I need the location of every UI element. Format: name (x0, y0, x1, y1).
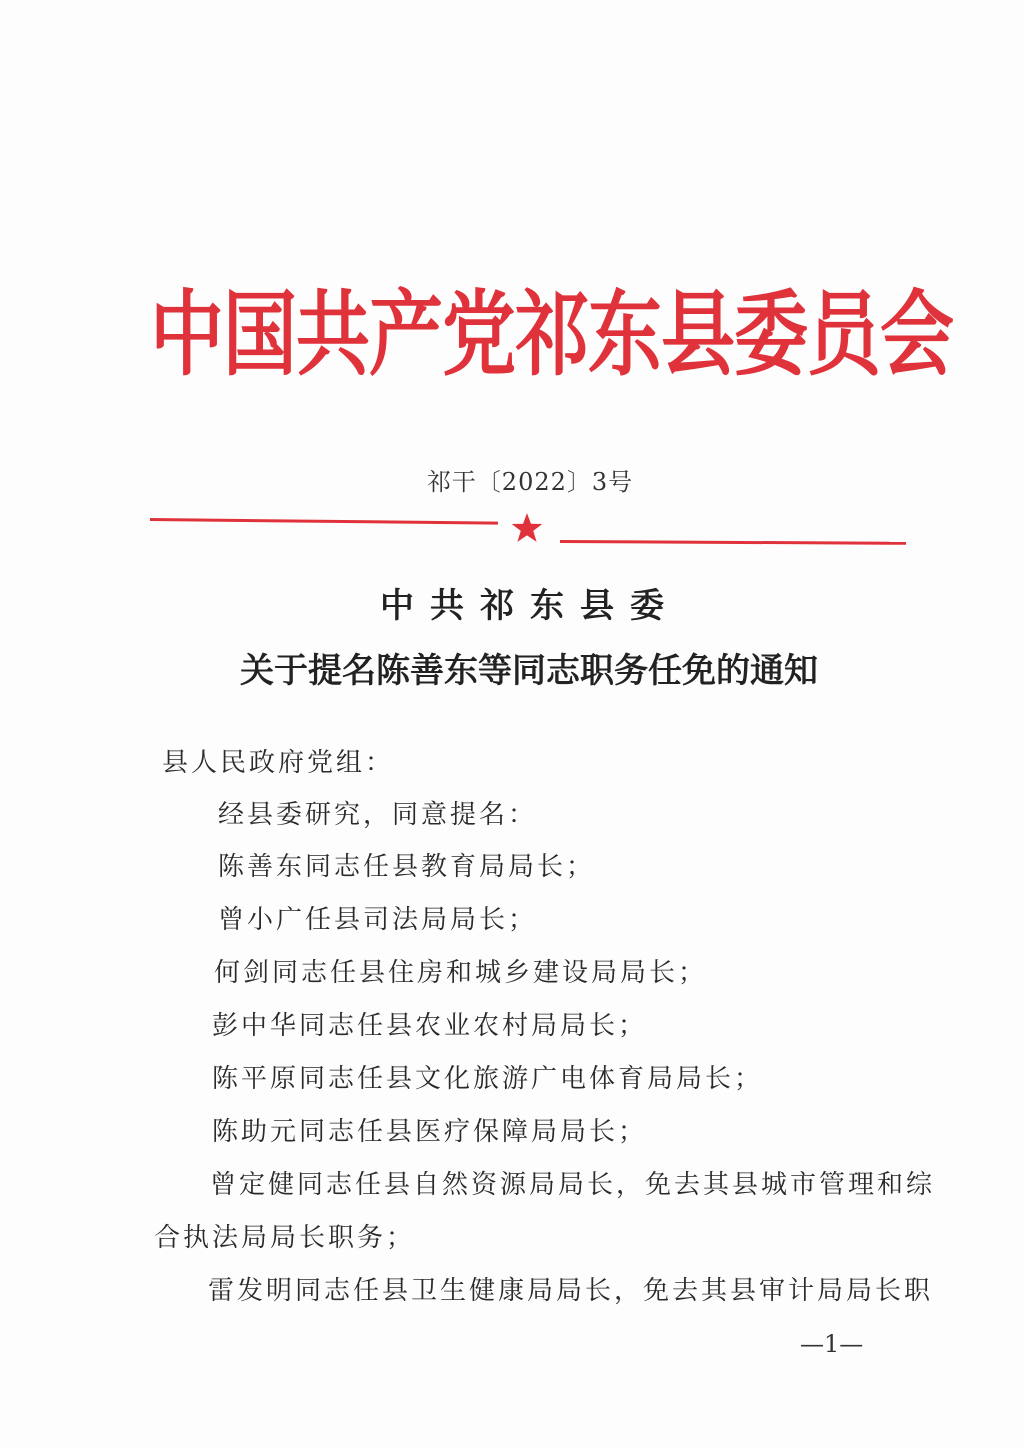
org-header: 中国共产党祁东县委员会 (150, 281, 953, 389)
paragraph: 曾定健同志任县自然资源局局长，免去其县城市管理和综 (210, 1170, 936, 1200)
paragraph: 陈善东同志任县教育局局长； (218, 852, 596, 882)
paragraph: 经县委研究，同意提名： (218, 800, 538, 830)
document-title-line2: 关于提名陈善东等同志职务任免的通知 (240, 651, 818, 691)
page-number: —1— (800, 1330, 864, 1358)
paragraph-continuation: 合执法局局长职务； (154, 1223, 416, 1253)
document-number: 祁干〔2022〕3号 (426, 468, 634, 496)
star-icon (510, 511, 544, 545)
paragraph: 何剑同志任县住房和城乡建设局局长； (214, 958, 708, 988)
paragraph: 陈平原同志任县文化旅游广电体育局局长； (212, 1064, 764, 1094)
document-title-line1: 中共祁东县委 (380, 586, 680, 626)
paragraph: 雷发明同志任县卫生健康局局长，免去其县审计局局长职 (208, 1276, 934, 1306)
red-divider-left (150, 518, 498, 525)
addressee: 县人民政府党组： (162, 748, 395, 778)
paragraph: 陈助元同志任县医疗保障局局长； (212, 1117, 648, 1147)
paragraph: 彭中华同志任县农业农村局局长； (212, 1011, 648, 1041)
red-divider-right (560, 540, 906, 545)
paragraph: 曾小广任县司法局局长； (218, 905, 538, 935)
